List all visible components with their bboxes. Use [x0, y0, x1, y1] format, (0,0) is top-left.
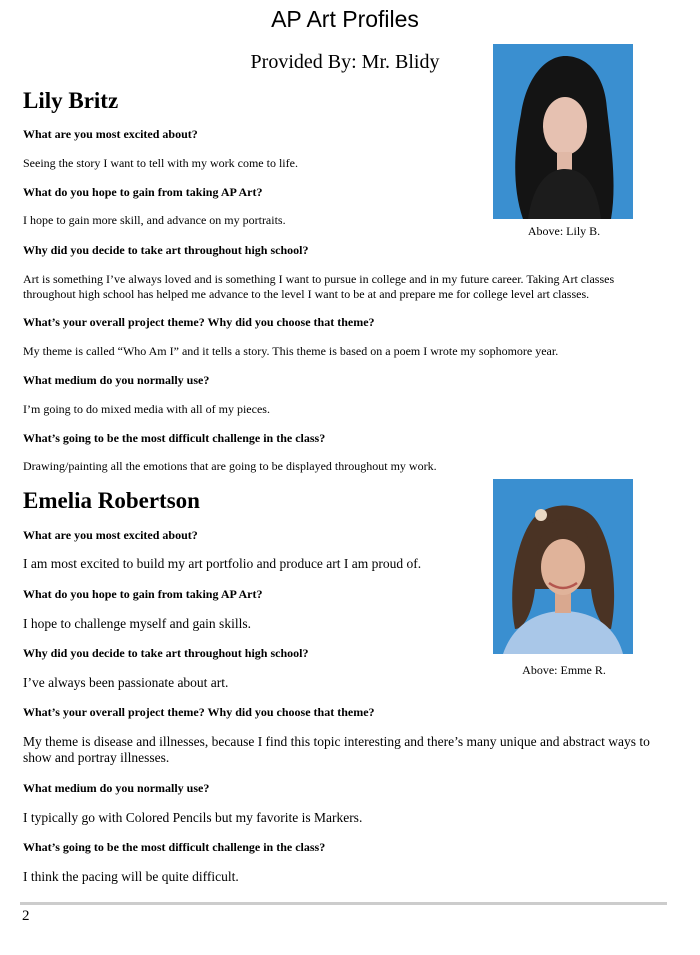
page-subtitle: Provided By: Mr. Blidy	[250, 51, 440, 73]
question: Why did you decide to take art throughout high school?	[23, 243, 309, 257]
answer: I typically go with Colored Pencils but my favorite is Markers.	[23, 810, 363, 825]
question: What’s your overall project theme? Why did you choose that theme?	[23, 315, 375, 329]
question: What are you most excited about?	[23, 528, 198, 542]
profile-name-emelia: Emelia Robertson	[23, 488, 200, 513]
question: Why did you decide to take art throughout high school?	[23, 646, 309, 660]
portrait-photo-emelia	[493, 479, 633, 654]
question: What’s going to be the most difficult challenge in the class?	[23, 840, 326, 854]
answer: My theme is disease and illnesses, because I find this topic interesting and there’s many unique and abstract ways to show and portray illnesses.	[23, 734, 650, 765]
answer: I hope to gain more skill, and advance on my portraits.	[23, 213, 286, 227]
photo-caption-lily: Above: Lily B.	[527, 224, 601, 238]
question: What do you hope to gain from taking AP Art?	[23, 587, 263, 601]
portrait-photo-lily	[493, 44, 633, 219]
answer: I am most excited to build my art portfolio and produce art I am proud of.	[23, 556, 422, 571]
answer: My theme is called “Who Am I” and it tells a story. This theme is based on a poem I wrote my sophomore year.	[23, 344, 559, 358]
question: What are you most excited about?	[23, 127, 198, 141]
page-number: 2	[22, 908, 30, 924]
question: What’s going to be the most difficult challenge in the class?	[23, 431, 326, 445]
photo-caption-emelia: Above: Emme R.	[522, 663, 606, 677]
page-title: AP Art Profiles	[271, 6, 419, 32]
answer: I think the pacing will be quite difficult.	[23, 869, 239, 884]
profile-name-lily: Lily Britz	[23, 88, 119, 113]
answer: I’m going to do mixed media with all of my pieces.	[23, 402, 270, 416]
answer: Seeing the story I want to tell with my work come to life.	[23, 156, 298, 170]
question: What do you hope to gain from taking AP Art?	[23, 185, 263, 199]
answer: I’ve always been passionate about art.	[23, 675, 229, 690]
footer-rule	[20, 902, 667, 905]
answer: Drawing/painting all the emotions that are going to be displayed throughout my work.	[23, 459, 437, 473]
question: What medium do you normally use?	[23, 781, 210, 795]
answer: I hope to challenge myself and gain skills.	[23, 616, 251, 631]
answer: Art is something I’ve always loved and is something I want to pursue in college and in my future career. Taking Art classes throughout high school has helped me advance to the level I want to be at and prepare me for college level art classes.	[23, 272, 615, 301]
question: What’s your overall project theme? Why did you choose that theme?	[23, 705, 375, 719]
question: What medium do you normally use?	[23, 373, 210, 387]
